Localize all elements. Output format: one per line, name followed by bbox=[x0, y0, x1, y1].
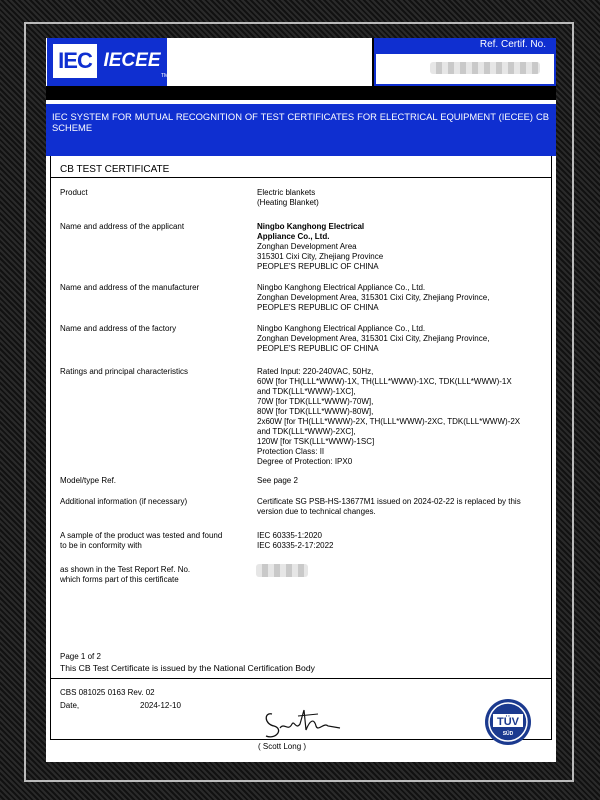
ratings-label: Ratings and principal characteristics bbox=[60, 367, 189, 376]
iec-logo-text: IEC bbox=[53, 44, 97, 78]
test-report-label bbox=[60, 565, 190, 585]
signature-image bbox=[258, 702, 348, 742]
test-report-label-line: which forms part of this certificate bbox=[60, 575, 179, 584]
factory-line: Zonghan Development Area, 315301 Cixi City, Zhejiang Province, bbox=[257, 334, 490, 343]
tuv-sud-logo bbox=[484, 698, 532, 746]
conformity-label-line: to be in conformity with bbox=[60, 541, 142, 550]
manufacturer-line: Ningbo Kanghong Electrical Appliance Co., Ltd. bbox=[257, 283, 426, 292]
ratings-value bbox=[257, 367, 547, 467]
header-spacer bbox=[170, 38, 374, 86]
title-divider bbox=[50, 177, 552, 178]
date-value: 2024-12-10 bbox=[140, 701, 181, 710]
tuv-logo-subtext: SÜD bbox=[502, 731, 514, 737]
ref-certificate-box bbox=[374, 38, 556, 86]
date-label: Date, bbox=[60, 701, 80, 710]
factory-value bbox=[257, 324, 547, 354]
signatory-name: ( Scott Long ) bbox=[258, 742, 307, 751]
manufacturer-line: Zonghan Development Area, 315301 Cixi City, Zhejiang Province, bbox=[257, 293, 490, 302]
product-value bbox=[257, 188, 547, 208]
factory-line: PEOPLE'S REPUBLIC OF CHINA bbox=[257, 344, 379, 353]
ratings-line: 120W [for TSK(LLL*WWW)-1SC] bbox=[257, 437, 375, 446]
bottom-cut-off-strip bbox=[46, 754, 556, 762]
certificate-title: CB TEST CERTIFICATE bbox=[60, 164, 170, 175]
applicant-address-line: Zonghan Development Area bbox=[257, 242, 357, 251]
product-line: Electric blankets bbox=[257, 188, 316, 197]
additional-info-line: Certificate SG PSB-HS-13677M1 issued on 2024-02-22 is replaced by this bbox=[257, 497, 521, 506]
model-value: See page 2 bbox=[257, 476, 298, 485]
page-number: Page 1 of 2 bbox=[60, 652, 101, 661]
iecee-logo-text: IECEE bbox=[103, 50, 161, 71]
cbs-reference: CBS 081025 0163 Rev. 02 bbox=[60, 688, 155, 697]
applicant-address-line: 315301 Cixi City, Zhejiang Province bbox=[257, 252, 384, 261]
ratings-line: 60W [for TH(LLL*WWW)-1X, TH(LLL*WWW)-1XC, TDK(LLL*WWW)-1X bbox=[257, 377, 512, 386]
ratings-line: 70W [for TDK(LLL*WWW)-70W], bbox=[257, 397, 374, 406]
standards-value bbox=[257, 531, 547, 551]
additional-info-label: Additional information (if necessary) bbox=[60, 497, 188, 506]
standard-line: IEC 60335-2-17:2022 bbox=[257, 541, 334, 550]
conformity-label-line: A sample of the product was tested and found bbox=[60, 531, 223, 540]
ratings-line: Degree of Protection: IPX0 bbox=[257, 457, 353, 466]
additional-info-value bbox=[257, 497, 547, 517]
ratings-line: 80W [for TDK(LLL*WWW)-80W], bbox=[257, 407, 374, 416]
applicant-name-line: Appliance Co., Ltd. bbox=[257, 232, 330, 241]
tuv-logo-text: TÜV bbox=[497, 716, 519, 728]
product-line: (Heating Blanket) bbox=[257, 198, 319, 207]
standard-line: IEC 60335-1:2020 bbox=[257, 531, 322, 540]
header-black-band bbox=[46, 86, 556, 100]
ratings-line: Rated Input: 220-240VAC, 50Hz, bbox=[257, 367, 374, 376]
ratings-line: and TDK(LLL*WWW)-2XC], bbox=[257, 427, 356, 436]
iec-iecee-logo bbox=[47, 38, 167, 86]
applicant-address-line: PEOPLE'S REPUBLIC OF CHINA bbox=[257, 262, 379, 271]
ratings-line: 2x60W [for TH(LLL*WWW)-2X, TH(LLL*WWW)-2XC, TDK(LLL*WWW)-2X bbox=[257, 417, 521, 426]
model-label: Model/type Ref. bbox=[60, 476, 117, 485]
ratings-line: Protection Class: II bbox=[257, 447, 325, 456]
ref-certificate-label: Ref. Certif. No. bbox=[376, 40, 554, 54]
trademark-mark: TM bbox=[161, 73, 169, 79]
scheme-banner: IEC SYSTEM FOR MUTUAL RECOGNITION OF TEST CERTIFICATES FOR ELECTRICAL EQUIPMENT (IECEE) CB SCHEME bbox=[46, 104, 556, 156]
applicant-name-line: Ningbo Kanghong Electrical bbox=[257, 222, 365, 231]
factory-label: Name and address of the factory bbox=[60, 324, 177, 333]
ref-number-redacted bbox=[430, 62, 540, 74]
product-label: Product bbox=[60, 188, 88, 197]
manufacturer-label: Name and address of the manufacturer bbox=[60, 283, 200, 292]
issuer-statement: This CB Test Certificate is issued by the National Certification Body bbox=[60, 663, 315, 673]
ratings-line: and TDK(LLL*WWW)-1XC], bbox=[257, 387, 356, 396]
test-report-label-line: as shown in the Test Report Ref. No. bbox=[60, 565, 191, 574]
factory-line: Ningbo Kanghong Electrical Appliance Co., Ltd. bbox=[257, 324, 426, 333]
manufacturer-line: PEOPLE'S REPUBLIC OF CHINA bbox=[257, 303, 379, 312]
conformity-label bbox=[60, 531, 222, 551]
applicant-value bbox=[257, 222, 547, 272]
test-report-number-redacted bbox=[256, 564, 308, 577]
applicant-label: Name and address of the applicant bbox=[60, 222, 185, 231]
manufacturer-value bbox=[257, 283, 547, 313]
footer-divider bbox=[50, 678, 552, 679]
additional-info-line: version due to technical changes. bbox=[257, 507, 376, 516]
